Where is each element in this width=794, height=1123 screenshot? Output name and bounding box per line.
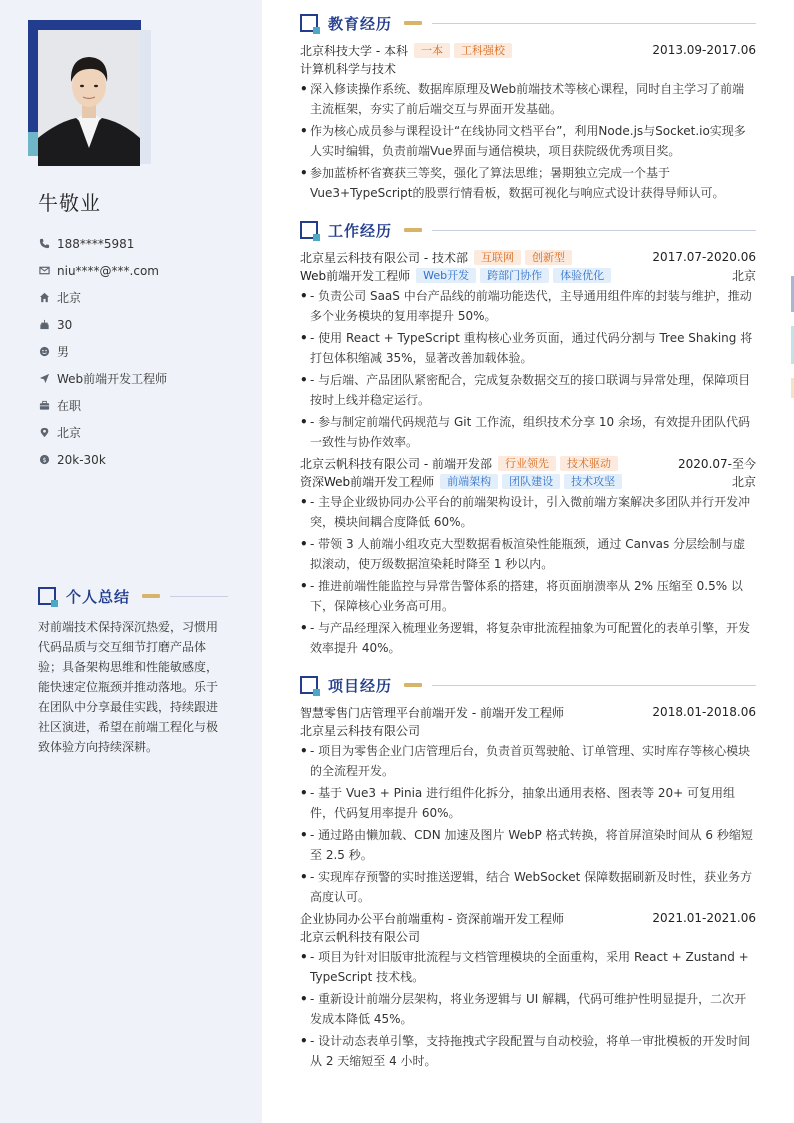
projects-title: 项目经历 [328, 676, 393, 695]
phone-icon [38, 238, 50, 250]
school-name: 北京科技大学 - 本科 [300, 43, 408, 58]
sidebar [0, 0, 262, 1123]
info-age: 30 [38, 311, 238, 338]
location-icon [38, 427, 50, 439]
company-name: 北京星云科技有限公司 - 技术部 [300, 250, 468, 265]
work-header [300, 219, 756, 241]
home-icon [38, 292, 50, 304]
salary-icon [38, 454, 50, 466]
work-bullets [300, 492, 756, 658]
send-icon [38, 373, 50, 385]
project-name: 智慧零售门店管理平台前端开发 - 前端开发工程师 [300, 705, 564, 720]
contact-info-list [38, 230, 238, 473]
position-tag: 技术攻坚 [564, 474, 622, 489]
project-company: 北京星云科技有限公司 [300, 723, 421, 738]
education-tag: 工科强校 [454, 43, 512, 58]
company-tag: 行业领先 [498, 456, 556, 471]
summary-text: 对前端技术保持深沉热爱，习惯用代码品质与交互细节打磨产品体验；具备架构思维和性能敏感度，能快速定位瓶颈并推动落地。乐于在团队中分享最佳实践，持续跟进社区演进，希望在前端工程化与极致体验方向持续深耕。 [38, 620, 219, 754]
list-item: • - 基于 Vue3 + Pinia 进行组件化拆分，抽象出通用表格、图表等 20+ 可复用组件，代码复用率提升 60%。 [300, 783, 756, 823]
mail-icon [38, 265, 50, 277]
project-bullets [300, 741, 756, 907]
project-entry [300, 703, 756, 907]
section-square-icon [300, 676, 318, 694]
list-item: • - 与后端、产品团队紧密配合，完成复杂数据交互的接口联调与异常处理，保障项目按时上线并稳定运行。 [300, 370, 756, 410]
project-date: 2021.01-2021.06 [652, 911, 756, 925]
project-bullets [300, 947, 756, 1071]
position-tag: 体验优化 [553, 268, 611, 283]
position-title: 资深Web前端开发工程师 [300, 474, 435, 489]
info-salary: $ 20k-30k [38, 446, 238, 473]
summary-section [38, 585, 228, 757]
section-gold-bar [404, 21, 422, 25]
position-title: Web前端开发工程师 [300, 268, 411, 283]
list-item: • - 通过路由懒加载、CDN 加速及图片 WebP 格式转换，将首屏渲染时间从 6 秒缩短至 2.5 秒。 [300, 825, 756, 865]
section-gold-bar [404, 228, 422, 232]
section-square-icon [300, 14, 318, 32]
work-bullets [300, 286, 756, 452]
avatar-frame [28, 20, 152, 158]
project-company: 北京云帆科技有限公司 [300, 929, 421, 944]
info-target-city: 北京 [38, 419, 238, 446]
list-item: • - 实现库存预警的实时推送逻辑，结合 WebSocket 保障数据刷新及时性，获业务方高度认可。 [300, 867, 756, 907]
work-entry [300, 454, 756, 658]
education-entry-head [300, 41, 756, 59]
position-tag: Web开发 [416, 268, 476, 283]
section-gold-bar [404, 683, 422, 687]
cake-icon [38, 319, 50, 331]
info-status: 在职 [38, 392, 238, 419]
projects-section [300, 674, 756, 1071]
list-item: • - 项目为零售企业门店管理后台，负责首页驾驶舱、订单管理、实时库存等核心模块的全流程开发。 [300, 741, 756, 781]
summary-header [38, 585, 228, 607]
list-item: • - 负责公司 SaaS 中台产品线的前端功能迭代，主导通用组件库的封装与维护，推动多个业务模块的复用率提升 50%。 [300, 286, 756, 326]
education-date: 2013.09-2017.06 [652, 43, 756, 57]
list-item: • - 设计动态表单引擎，支持拖拽式字段配置与自动校验，将单一审批模板的开发时间从 2 天缩短至 4 小时。 [300, 1031, 756, 1071]
section-divider [432, 685, 756, 686]
project-date: 2018.01-2018.06 [652, 705, 756, 719]
info-target-position: Web前端开发工程师 [38, 365, 238, 392]
section-square-icon [300, 221, 318, 239]
work-date: 2020.07-至今 [678, 456, 756, 471]
education-bullets [300, 79, 756, 203]
avatar [38, 30, 140, 166]
section-gold-bar [142, 594, 160, 598]
position-tag: 跨部门协作 [480, 268, 549, 283]
info-email: niu****@***.com [38, 257, 238, 284]
education-title: 教育经历 [328, 14, 393, 33]
position-tag: 前端架构 [440, 474, 498, 489]
education-major: 计算机科学与技术 [300, 61, 397, 76]
work-section [300, 219, 756, 658]
list-item: • 作为核心成员参与课程设计“在线协同文档平台”，利用Node.js与Socket.io实现多人实时编辑，负责前端Vue界面与通信模块，项目获院级优秀项目奖。 [300, 121, 756, 161]
project-name: 企业协同办公平台前端重构 - 资深前端开发工程师 [300, 911, 564, 926]
company-tag: 互联网 [474, 250, 521, 265]
info-hometown: 北京 [38, 284, 238, 311]
project-entry [300, 909, 756, 1071]
company-tag: 技术驱动 [560, 456, 618, 471]
education-tag: 一本 [414, 43, 450, 58]
position-tag: 团队建设 [502, 474, 560, 489]
list-item: • - 与产品经理深入梳理业务逻辑，将复杂审批流程抽象为可配置化的表单引擎，开发效率提升 40%。 [300, 618, 756, 658]
projects-header [300, 674, 756, 696]
briefcase-icon [38, 400, 50, 412]
section-divider [432, 230, 756, 231]
work-title: 工作经历 [328, 221, 393, 240]
list-item: • - 重新设计前端分层架构，将业务逻辑与 UI 解耦，代码可维护性明显提升，二次开发成本降低 45%。 [300, 989, 756, 1029]
section-square-icon [38, 587, 56, 605]
face-icon [38, 346, 50, 358]
summary-title: 个人总结 [66, 587, 131, 606]
work-city: 北京 [731, 474, 756, 489]
company-tag: 创新型 [525, 250, 572, 265]
work-entry [300, 248, 756, 452]
svg-text:$: $ [41, 455, 47, 464]
info-phone: 188****5981 [38, 230, 238, 257]
list-item: • - 主导企业级协同办公平台的前端架构设计，引入微前端方案解决多团队并行开发冲突，模块间耦合度降低 60%。 [300, 492, 756, 532]
candidate-name: 牛敬业 [38, 191, 101, 215]
list-item: • - 推进前端性能监控与异常告警体系的搭建，将页面崩溃率从 2% 压缩至 0.5% 以下，保障核心业务高可用。 [300, 576, 756, 616]
list-item: • - 带领 3 人前端小组攻克大型数据看板渲染性能瓶颈，通过 Canvas 分层绘制与虚拟滚动，使万级数据渲染耗时降至 1 秒以内。 [300, 534, 756, 574]
list-item: • - 项目为针对旧版审批流程与文档管理模块的全面重构，采用 React + Zustand + TypeScript 技术栈。 [300, 947, 756, 987]
info-gender: 男 [38, 338, 238, 365]
company-name: 北京云帆科技有限公司 - 前端开发部 [300, 456, 492, 471]
main-content [300, 12, 756, 1073]
list-item: • - 使用 React + TypeScript 重构核心业务页面，通过代码分割与 Tree Shaking 将打包体积缩减 35%，显著改善加载体验。 [300, 328, 756, 368]
list-item: • 参加蓝桥杯省赛获三等奖，强化了算法思维；暑期独立完成一个基于Vue3+TypeScript的股票行情看板，数据可视化与响应式设计获得导师认可。 [300, 163, 756, 203]
section-divider [432, 23, 756, 24]
education-section [300, 12, 756, 203]
section-divider [170, 596, 228, 597]
list-item: • 深入修读操作系统、数据库原理及Web前端技术等核心课程，同时自主学习了前端主流框架，夯实了前后端交互与界面开发基础。 [300, 79, 756, 119]
work-city: 北京 [731, 268, 756, 283]
work-date: 2017.07-2020.06 [652, 250, 756, 264]
list-item: • - 参与制定前端代码规范与 Git 工作流，组织技术分享 10 余场，有效提升团队代码一致性与协作效率。 [300, 412, 756, 452]
education-header [300, 12, 756, 34]
